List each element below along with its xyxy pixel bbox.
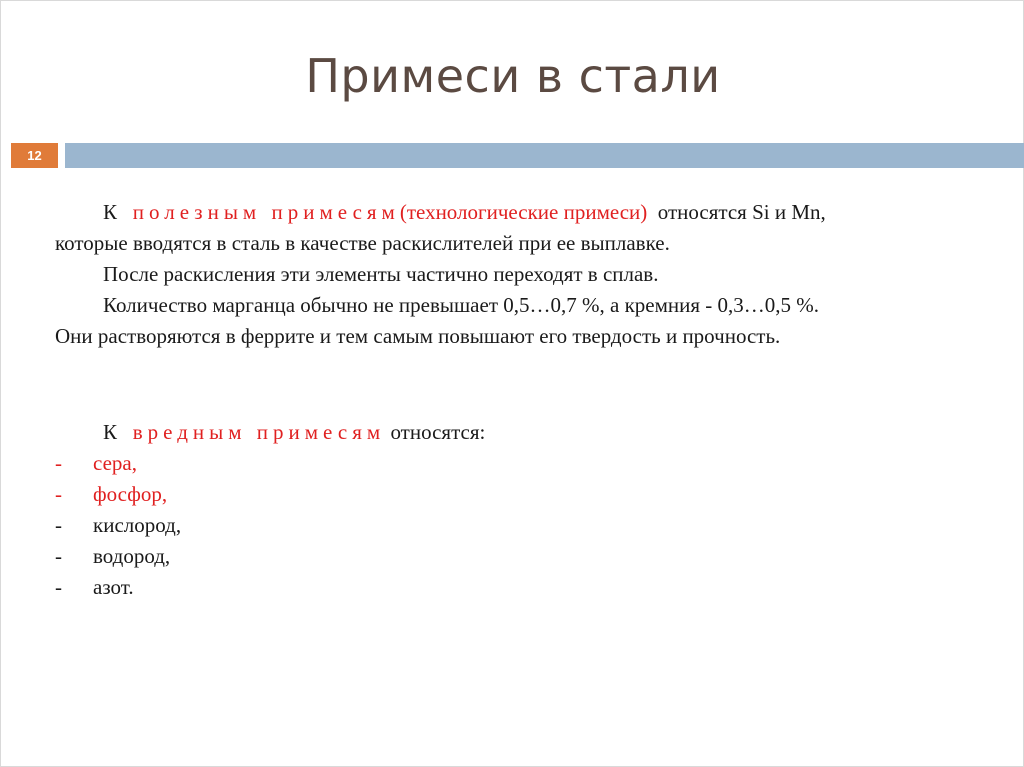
slide-body <box>55 197 1000 603</box>
list-dash: - <box>55 513 62 537</box>
accent-bar <box>65 143 1024 168</box>
paragraph1-k: К <box>103 200 118 224</box>
paragraph2-header <box>55 417 1000 448</box>
paragraph2-k: К <box>103 420 118 444</box>
paragraph1-line1 <box>55 197 1000 228</box>
paragraph2-rest: относятся: <box>390 420 486 444</box>
list-dash: - <box>55 544 62 568</box>
list-dash: - <box>55 575 62 599</box>
harmful-impurities-term: вредным примесям <box>132 420 386 444</box>
slide-number-badge: 12 <box>11 143 58 168</box>
paragraph1-line4: Количество марганца обычно не превышает 0,5…0,7 %, а кремния - 0,3…0,5 %. <box>103 293 819 317</box>
paragraph1-line3: После раскисления эти элементы частично переходят в сплав. <box>103 262 659 286</box>
list-item <box>55 479 1000 510</box>
slide-title: Примеси в стали <box>305 49 721 103</box>
list-item <box>55 572 1000 603</box>
list-item <box>55 510 1000 541</box>
list-item <box>55 448 1000 479</box>
list-item <box>55 541 1000 572</box>
list-item-text: водород, <box>93 544 171 568</box>
list-item-text: фосфор, <box>93 482 168 506</box>
paragraph-gap <box>55 352 1000 417</box>
list-dash: - <box>55 482 62 506</box>
list-item-text: азот. <box>93 575 134 599</box>
list-item-text: кислород, <box>93 513 182 537</box>
paragraph1-line2: которые вводятся в сталь в качестве раскислителей при ее выплавке. <box>55 231 670 255</box>
useful-impurities-term: полезным примесям <box>132 200 400 224</box>
paragraph1-line1-rest: относятся Si и Mn, <box>657 200 826 224</box>
useful-impurities-note: (технологические примеси) <box>399 200 648 224</box>
paragraph1-line5: Они растворяются в феррите и тем самым повышают его твердость и прочность. <box>55 324 781 348</box>
list-dash: - <box>55 451 62 475</box>
list-item-text: сера, <box>93 451 137 475</box>
